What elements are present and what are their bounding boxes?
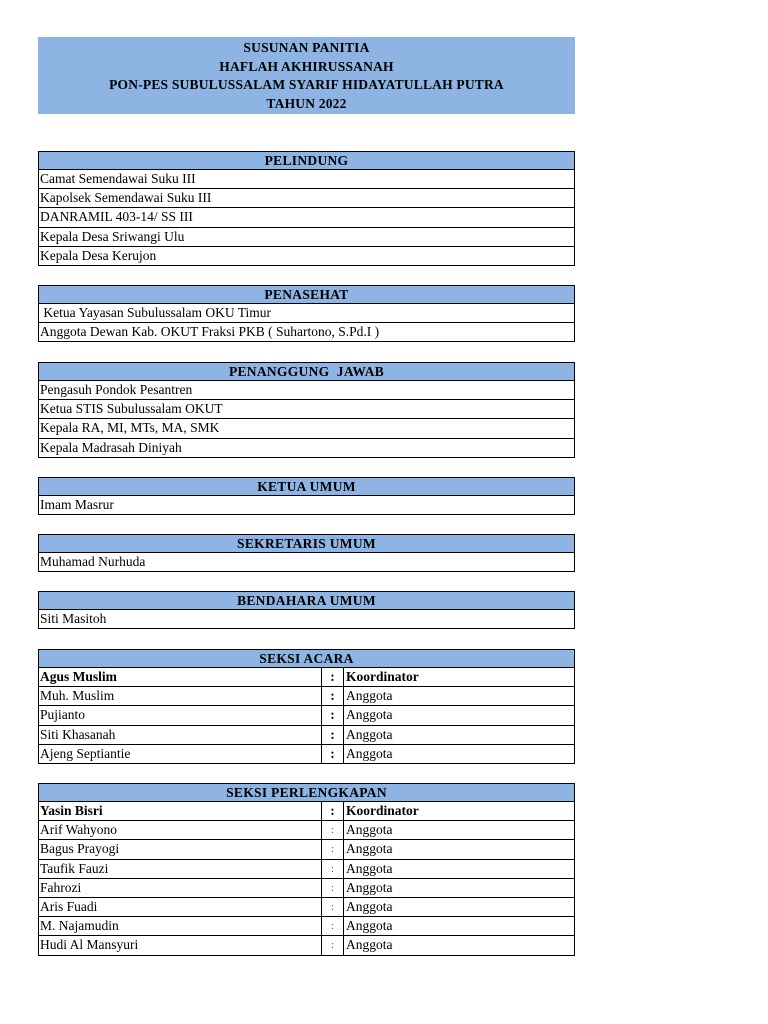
table-row bbox=[38, 898, 575, 917]
section-ketua-umum bbox=[38, 477, 575, 515]
separator-colon: : bbox=[322, 726, 344, 744]
member-name: Pujianto bbox=[39, 706, 322, 724]
table-row bbox=[38, 802, 575, 821]
table-row bbox=[38, 745, 575, 764]
member-role: Koordinator bbox=[346, 803, 419, 818]
table-row bbox=[38, 821, 575, 840]
section-title: PELINDUNG bbox=[38, 151, 575, 170]
member-name: M. Najamudin bbox=[39, 917, 322, 935]
member-role: Anggota bbox=[346, 841, 393, 857]
separator-colon: : bbox=[322, 821, 344, 839]
separator-colon: : bbox=[322, 898, 344, 916]
table-row bbox=[38, 879, 575, 898]
section-seksi-perlengkapan bbox=[38, 783, 575, 956]
member-role: Anggota bbox=[346, 822, 393, 838]
table-row bbox=[38, 936, 575, 955]
list-item: Pengasuh Pondok Pesantren bbox=[38, 381, 575, 400]
section-penasehat bbox=[38, 285, 575, 342]
separator-colon: : bbox=[322, 936, 344, 954]
list-item: Kepala RA, MI, MTs, MA, SMK bbox=[38, 419, 575, 438]
member-role: Koordinator bbox=[346, 669, 419, 684]
member-name: Taufik Fauzi bbox=[39, 860, 322, 878]
member-role: Anggota bbox=[346, 918, 393, 934]
member-name: Hudi Al Mansyuri bbox=[39, 936, 322, 954]
member-name: Bagus Prayogi bbox=[39, 840, 322, 858]
member-name: Muh. Muslim bbox=[39, 687, 322, 705]
separator-colon: : bbox=[322, 745, 344, 763]
section-title: SEKRETARIS UMUM bbox=[38, 534, 575, 553]
table-row bbox=[38, 917, 575, 936]
member-role: Anggota bbox=[346, 688, 393, 704]
list-item: Kepala Desa Sriwangi Ulu bbox=[38, 228, 575, 247]
member-role: Anggota bbox=[346, 726, 393, 742]
member-role: Anggota bbox=[346, 898, 393, 914]
section-title: SEKSI ACARA bbox=[38, 649, 575, 668]
member-name: Fahrozi bbox=[39, 879, 322, 897]
section-title: PENANGGUNG JAWAB bbox=[38, 362, 575, 381]
separator-colon: : bbox=[322, 687, 344, 705]
header-line-3: PON-PES SUBULUSSALAM SYARIF HIDAYATULLAH PUTRA bbox=[109, 77, 504, 92]
separator-colon: : bbox=[322, 668, 344, 686]
section-title: SEKSI PERLENGKAPAN bbox=[38, 783, 575, 802]
list-item: Kapolsek Semendawai Suku III bbox=[38, 189, 575, 208]
separator-colon: : bbox=[322, 706, 344, 724]
table-row bbox=[38, 668, 575, 687]
separator-colon: : bbox=[322, 840, 344, 858]
separator-colon: : bbox=[322, 917, 344, 935]
member-name: Agus Muslim bbox=[39, 668, 322, 686]
member-role: Anggota bbox=[346, 879, 393, 895]
table-row bbox=[38, 687, 575, 706]
separator-colon: : bbox=[322, 802, 344, 820]
header-line-2: HAFLAH AKHIRUSSANAH bbox=[219, 58, 394, 74]
list-item: Muhamad Nurhuda bbox=[38, 553, 575, 572]
section-pelindung bbox=[38, 151, 575, 266]
table-row bbox=[38, 840, 575, 859]
separator-colon: : bbox=[322, 860, 344, 878]
member-role: Anggota bbox=[346, 707, 393, 723]
document-header bbox=[38, 37, 575, 114]
list-item: Anggota Dewan Kab. OKUT Fraksi PKB ( Suhartono, S.Pd.I ) bbox=[38, 323, 575, 342]
member-name: Siti Khasanah bbox=[39, 726, 322, 744]
table-row bbox=[38, 860, 575, 879]
member-name: Yasin Bisri bbox=[39, 802, 322, 820]
list-item: Kepala Desa Kerujon bbox=[38, 247, 575, 266]
member-role: Anggota bbox=[346, 937, 393, 953]
list-item: Kepala Madrasah Diniyah bbox=[38, 439, 575, 458]
section-penanggung-jawab bbox=[38, 362, 575, 458]
list-item: Siti Masitoh bbox=[38, 610, 575, 629]
member-name: Aris Fuadi bbox=[39, 898, 322, 916]
list-item: Ketua Yayasan Subulussalam OKU Timur bbox=[38, 304, 575, 323]
list-item: Camat Semendawai Suku III bbox=[38, 170, 575, 189]
list-item: Imam Masrur bbox=[38, 496, 575, 515]
section-sekretaris-umum bbox=[38, 534, 575, 572]
member-role: Anggota bbox=[346, 745, 393, 761]
member-name: Arif Wahyono bbox=[39, 821, 322, 839]
list-item: DANRAMIL 403-14/ SS III bbox=[38, 208, 575, 227]
header-line-1: SUSUNAN PANITIA bbox=[243, 40, 370, 55]
member-role: Anggota bbox=[346, 860, 393, 876]
list-item: Ketua STIS Subulussalam OKUT bbox=[38, 400, 575, 419]
section-title: KETUA UMUM bbox=[38, 477, 575, 496]
header-line-4: TAHUN 2022 bbox=[266, 95, 347, 111]
member-name: Ajeng Septiantie bbox=[39, 745, 322, 763]
section-title: PENASEHAT bbox=[38, 285, 575, 304]
separator-colon: : bbox=[322, 879, 344, 897]
section-title: BENDAHARA UMUM bbox=[38, 591, 575, 610]
table-row bbox=[38, 706, 575, 725]
table-row bbox=[38, 726, 575, 745]
section-bendahara-umum bbox=[38, 591, 575, 629]
section-seksi-acara bbox=[38, 649, 575, 764]
